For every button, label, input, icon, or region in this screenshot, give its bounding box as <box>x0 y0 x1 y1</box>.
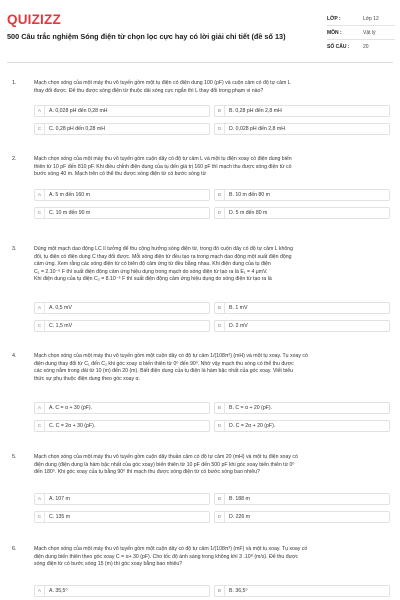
option-d[interactable] <box>214 511 390 523</box>
option-text: A. C = α + 30 (pF). <box>49 405 93 411</box>
option-c[interactable] <box>34 123 210 135</box>
question-line: điện dung (điện dung là hàm bậc nhất của góc xoay) biến thiên từ 10 pF đến 500 pF khi góc xoay biến thiên từ 0⁰ <box>34 461 295 468</box>
question-line: Mạch chọn sóng của một máy thu vô tuyến gồm cuộn dây thuần cảm có độ tự cảm 20 (mH) và một tụ điện xoay có <box>34 454 298 460</box>
question-number: 2. <box>12 156 17 162</box>
option-letter: A <box>35 403 45 413</box>
option-text: D. C = 2α + 20 (pF). <box>229 423 276 429</box>
option-text: C. 1,5 mV <box>49 323 73 329</box>
question-text <box>34 546 389 569</box>
question-text <box>34 246 389 284</box>
option-letter: D <box>215 321 225 331</box>
option-a[interactable] <box>34 585 210 597</box>
question-text <box>34 454 389 477</box>
option-a[interactable] <box>34 402 210 414</box>
option-letter: A <box>35 106 45 116</box>
option-text: C. C = 2α + 30 (pF). <box>49 423 96 429</box>
option-text: A. 5 m đến 160 m <box>49 192 90 198</box>
option-text: B. 10 m đến 80 m <box>229 192 270 198</box>
option-c[interactable] <box>34 207 210 219</box>
question-number: 1. <box>12 80 17 86</box>
question-line: các sóng nằm trong dải từ 10 (m) đến 20 (m). Biết điện dung của tụ điện là hàm bậc nhất của góc xoay. Viết biểu <box>34 368 294 375</box>
meta-value: Vật lý <box>363 29 376 36</box>
option-letter: B <box>215 494 225 504</box>
option-c[interactable] <box>34 320 210 332</box>
option-text: C. 135 m <box>49 514 71 520</box>
question-text <box>34 156 389 179</box>
meta-label: LỚP : <box>327 15 341 22</box>
option-text: A. 107 m <box>49 496 70 502</box>
option-letter: A <box>35 586 45 596</box>
meta-label: SỐ CÂU : <box>327 44 350 50</box>
option-text: B. 36,5⁰ <box>229 588 248 594</box>
question-line: Mạch chọn sóng của một máy thu vô tuyến gồm một cuộn dây có độ tự cảm 1/(108π²) (mF) và một tụ xoay. Tụ xoay có <box>34 546 308 552</box>
meta-value: Lớp 12 <box>363 15 379 22</box>
option-letter: B <box>215 303 225 313</box>
header-divider <box>7 62 393 63</box>
option-a[interactable] <box>34 302 210 314</box>
question-line: điện dung thay đổi từ C₁ đến C₂ khi góc xoay α biến thiên từ 0⁰ đến 90⁰. Nhờ vậy mạch thu sóng có thể thu được <box>34 360 294 367</box>
option-d[interactable] <box>214 123 390 135</box>
option-b[interactable] <box>214 493 390 505</box>
question-line: Mạch chọn sóng của một máy thu vô tuyến gồm cuộn dây có độ tự cảm L và một tụ điện xoay có điện dung biến <box>34 156 292 162</box>
meta-table <box>327 12 395 54</box>
meta-row-count <box>327 40 395 54</box>
question-line: cảm ứng. Xem rằng các sóng điện từ có biên độ cảm ứng từ đều bằng nhau. Khi điện dung của tụ điện <box>34 261 271 268</box>
document-title: 500 Câu trắc nghiệm Sóng điện từ chọn lọc cực hay có lời giải chi tiết (đề số 13) <box>7 32 286 41</box>
question-line: điện dung biến thiên theo góc xoay C = α+ 30 (pF). Cho tốc độ ánh sáng trong không khí 3 .10⁸ (m/s). Để thu được <box>34 553 299 560</box>
option-letter: C <box>35 208 45 218</box>
option-letter: A <box>35 190 45 200</box>
option-text: D. 0,028 pH đến 2,8 mH <box>229 126 285 132</box>
option-letter: A <box>35 494 45 504</box>
quizizz-logo: QUIZIZZ <box>7 12 61 27</box>
question-number: 3. <box>12 246 17 252</box>
question-line: đến 180⁰. Khi góc xoay của tụ bằng 90⁰ thì mạch thu được sóng điện từ có bước sóng bao nhiêu? <box>34 469 260 476</box>
option-b[interactable] <box>214 189 390 201</box>
option-b[interactable] <box>214 105 390 117</box>
option-text: A. 0,028 pH đến 0,28 mH <box>49 108 108 114</box>
option-letter: D <box>215 421 225 431</box>
question-line: thức sự phụ thuộc điện dung theo góc xoay α. <box>34 375 140 382</box>
option-letter: D <box>215 208 225 218</box>
option-letter: C <box>35 512 45 522</box>
option-letter: A <box>35 303 45 313</box>
option-text: D. 2 mV <box>229 323 248 329</box>
option-text: B. 1 mV <box>229 305 248 311</box>
question-line: C₁ = 2.10⁻⁶ F thì suất điện động cảm ứng hiệu dụng trong mạch do sóng điện từ tạo ra là E₁ = 4 μmV. <box>34 268 268 275</box>
option-b[interactable] <box>214 302 390 314</box>
question-line: đổi, tụ điện có điện dung C thay đổi được. Mỗi sóng điện từ đều tạo ra trong mạch dao động một suất điện động <box>34 253 292 260</box>
option-text: C. 0,28 pH đến 0,28 mH <box>49 126 105 132</box>
question-line: thiên từ 10 pF đến 810 pF. Khi điều chỉnh điện dung của tụ đến giá trị 160 pF thì mạch thu được sóng điện từ có <box>34 163 292 170</box>
option-text: D. 5 m đến 80 m <box>229 210 268 216</box>
option-a[interactable] <box>34 493 210 505</box>
meta-label: MÔN : <box>327 29 342 36</box>
question-line: bước sóng 40 m. Mạch trên có thể thu được sóng điện từ có bước sóng từ <box>34 171 207 178</box>
option-d[interactable] <box>214 207 390 219</box>
option-b[interactable] <box>214 402 390 414</box>
option-letter: B <box>215 190 225 200</box>
question-line: Mạch chọn sóng của một máy thu vô tuyến gồm một tụ điện có điện dung 100 (pF) và cuộn cảm có độ tự cảm L <box>34 80 291 86</box>
option-text: B. 0,28 pH đến 2,8 mH <box>229 108 282 114</box>
option-c[interactable] <box>34 511 210 523</box>
option-text: B. 188 m <box>229 496 250 502</box>
option-letter: D <box>215 512 225 522</box>
option-d[interactable] <box>214 420 390 432</box>
option-d[interactable] <box>214 320 390 332</box>
option-letter: B <box>215 586 225 596</box>
document-header <box>0 0 400 62</box>
question-line: Mạch chọn sóng của một máy thu vô tuyến gồm một cuộn dây có độ tự cảm 1/(108π²) (mH) và một tụ xoay. Tụ xoay có <box>34 353 308 359</box>
option-a[interactable] <box>34 189 210 201</box>
question-line: Khi điện dung của tụ điện C₂ = 8.10⁻⁶ F thì suất điện động cảm ứng hiệu dụng do sóng điện từ tạo ra là <box>34 276 272 283</box>
question-line: Dùng một mạch dao động LC lí tưởng để thu cộng hưởng sóng điện từ, trong đó cuộn dây có độ tự cảm L không <box>34 246 293 252</box>
question-line: thay đổi được. Để thu được sóng điện từ thuộc dải sóng cực ngắn thì L thay đổi trong phạm vi nào? <box>34 87 264 94</box>
option-text: D. 226 m <box>229 514 251 520</box>
option-c[interactable] <box>34 420 210 432</box>
question-number: 4. <box>12 353 17 359</box>
question-text <box>34 80 389 95</box>
option-text: B. C = α + 20 (pF). <box>229 405 273 411</box>
question-line: sóng điện từ có bước sóng 15 (m) thì góc xoay bằng bao nhiêu? <box>34 561 183 568</box>
meta-value: 20 <box>363 44 369 50</box>
option-letter: C <box>35 321 45 331</box>
option-letter: B <box>215 106 225 116</box>
option-letter: C <box>35 421 45 431</box>
option-b[interactable] <box>214 585 390 597</box>
option-text: A. 0,5 mV <box>49 305 72 311</box>
question-number: 6. <box>12 546 17 552</box>
option-letter: D <box>215 124 225 134</box>
question-text <box>34 353 389 383</box>
option-text: C. 10 m đến 90 m <box>49 210 91 216</box>
meta-row-subject <box>327 26 395 40</box>
option-letter: C <box>35 124 45 134</box>
question-number: 5. <box>12 454 17 460</box>
meta-row-class <box>327 12 395 26</box>
option-a[interactable] <box>34 105 210 117</box>
option-letter: B <box>215 403 225 413</box>
option-text: A. 35,5⁰ <box>49 588 68 594</box>
